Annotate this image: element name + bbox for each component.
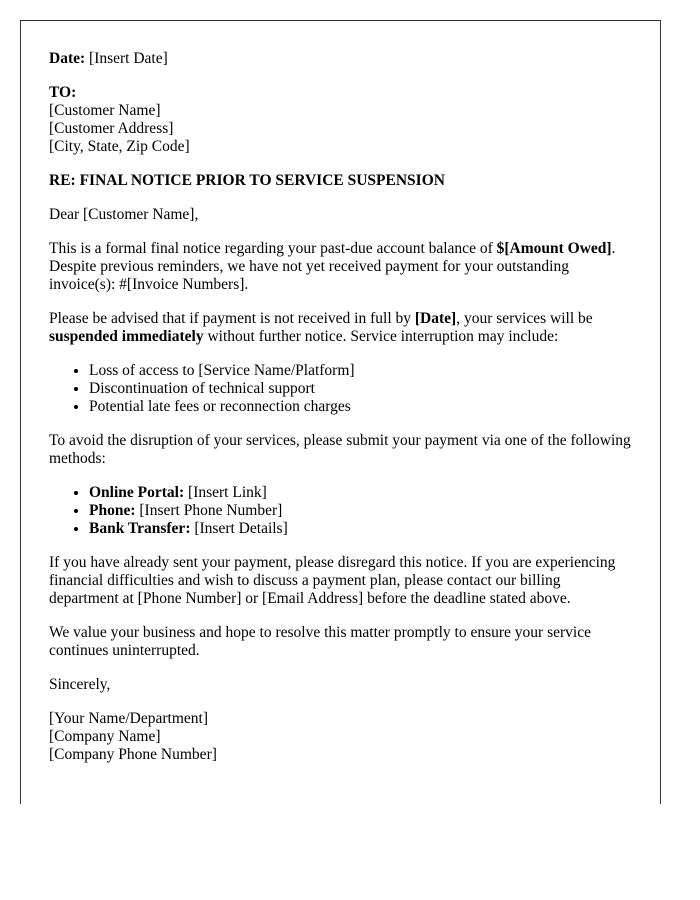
list-item: • Potential late fees or reconnection charges (89, 398, 632, 416)
suspension-paragraph: Please be advised that if payment is not received in full by [Date], your services will be suspended immediately without further notice. Service interruption may include: (49, 310, 593, 345)
salutation: Dear [Customer Name], (49, 206, 199, 223)
letter-document (20, 20, 661, 804)
interruption-list (49, 362, 632, 416)
subject-line: RE: FINAL NOTICE PRIOR TO SERVICE SUSPENSION (49, 172, 445, 189)
list-item: • Online Portal: [Insert Link] (89, 484, 632, 502)
list-item: • Bank Transfer: [Insert Details] (89, 520, 632, 538)
list-item: • Loss of access to [Service Name/Platform] (89, 362, 632, 380)
payment-methods-intro: To avoid the disruption of your services, please submit your payment via one of the following methods: (49, 432, 631, 467)
balance-paragraph: This is a formal final notice regarding your past-due account balance of $[Amount Owed]. Despite previous reminders, we have not yet received payment for your outstanding invoice(s): #[Invoice Numbers]. (49, 240, 616, 293)
list-item: • Discontinuation of technical support (89, 380, 632, 398)
signature-block: [Your Name/Department] [Company Name] [Company Phone Number] (49, 710, 217, 763)
payment-methods-list (49, 484, 632, 538)
disregard-paragraph: If you have already sent your payment, please disregard this notice. If you are experiencing financial difficulties and wish to discuss a payment plan, please contact our billing department at [Phone Number] or [Email Address] before the deadline stated above. (49, 554, 616, 607)
closing: Sincerely, (49, 676, 111, 693)
closing-paragraph: We value your business and hope to resolve this matter promptly to ensure your service continues uninterrupted. (49, 624, 591, 659)
date-line: Date: [Insert Date] (49, 50, 168, 67)
recipient-block: TO: [Customer Name] [Customer Address] [City, State, Zip Code] (49, 84, 190, 155)
list-item: • Phone: [Insert Phone Number] (89, 502, 632, 520)
